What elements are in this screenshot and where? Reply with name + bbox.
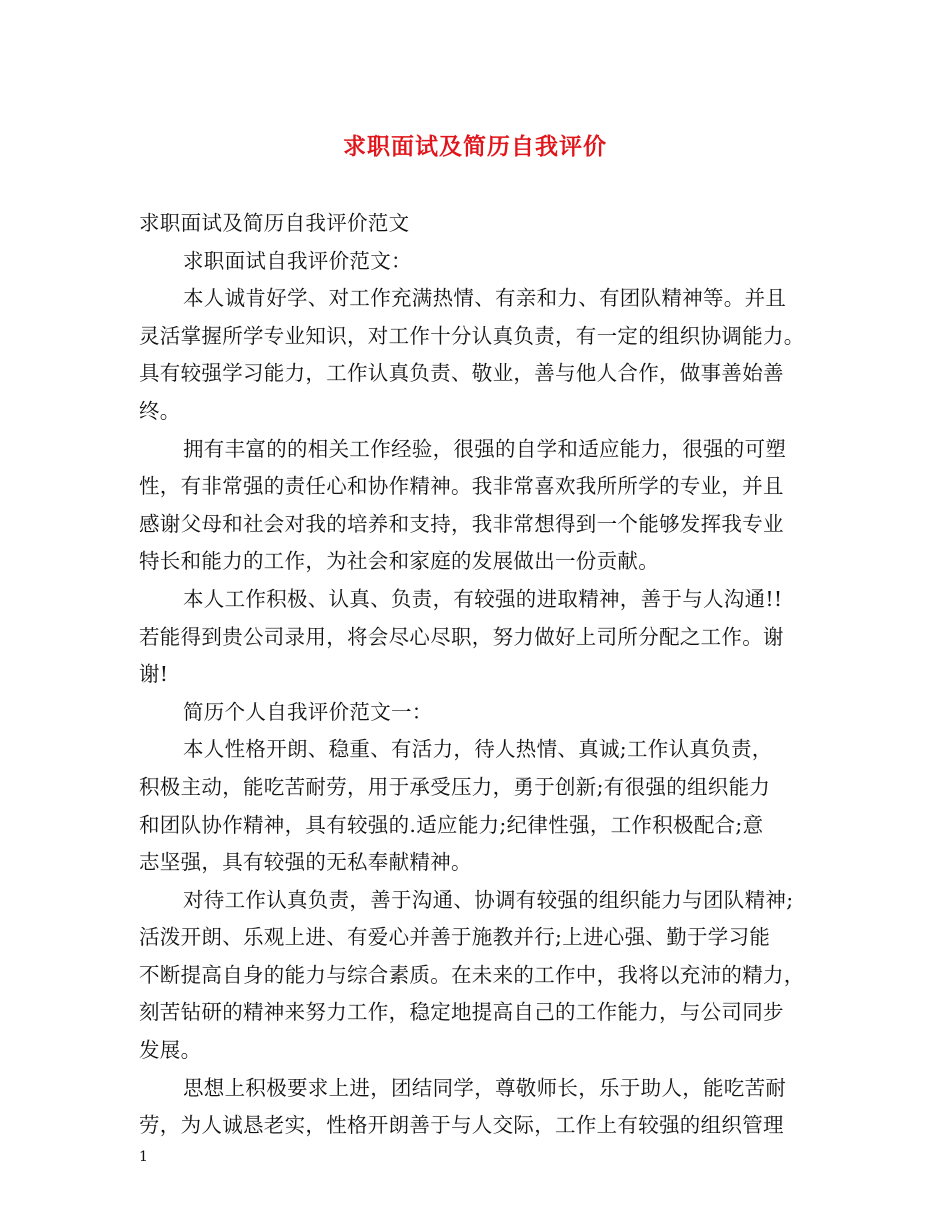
text-line: 拥有丰富的的相关工作经验，很强的自学和适应能力，很强的可塑 — [183, 436, 787, 461]
text-line: 本人工作积极、认真、负责，有较强的进取精神，善于与人沟通!! — [183, 586, 783, 611]
text-line: 刻苦钻研的精神来努力工作，稳定地提高自己的工作能力，与公司同步 — [139, 1000, 784, 1025]
text-line: 灵活掌握所学专业知识，对工作十分认真负责，有一定的组织协调能力。 — [139, 323, 805, 348]
text-line: 思想上积极要求上进，团结同学，尊敬师长，乐于助人，能吃苦耐 — [183, 1075, 787, 1100]
text-line: 不断提高自身的能力与综合素质。在未来的工作中，我将以充沛的精力， — [139, 962, 805, 987]
text-line: 求职面试及简历自我评价范文 — [139, 211, 410, 235]
text-line: 活泼开朗、乐观上进、有爱心并善于施教并行;上进心强、勤于学习能 — [139, 925, 771, 950]
text-line: 和团队协作精神，具有较强的.适应能力;纪律性强，工作积极配合;意 — [139, 812, 764, 837]
text-line: 若能得到贵公司录用，将会尽心尽职，努力做好上司所分配之工作。谢 — [139, 624, 784, 649]
document-title: 求职面试及简历自我评价 — [343, 134, 607, 160]
text-line: 特长和能力的工作，为社会和家庭的发展做出一份贡献。 — [139, 549, 659, 574]
text-line: 积极主动，能吃苦耐劳，用于承受压力，勇于创新;有很强的组织能力 — [139, 774, 771, 799]
text-line: 终。 — [139, 398, 181, 423]
document-body — [139, 205, 819, 1145]
text-line: 感谢父母和社会对我的培养和支持，我非常想得到一个能够发挥我专业 — [139, 511, 784, 536]
text-line: 求职面试自我评价范文： — [183, 248, 412, 273]
text-line: 简历个人自我评价范文一： — [183, 699, 433, 724]
text-line: 劳，为人诚恳老实，性格开朗善于与人交际，工作上有较强的组织管理 — [139, 1113, 784, 1138]
page-number: 1 — [139, 1149, 148, 1165]
text-line: 性，有非常强的责任心和协作精神。我非常喜欢我所所学的专业，并且 — [139, 474, 784, 499]
text-line: 志坚强，具有较强的无私奉献精神。 — [139, 850, 472, 875]
text-line: 发展。 — [139, 1038, 202, 1063]
text-line: 谢! — [139, 662, 169, 687]
text-line: 本人性格开朗、稳重、有活力，待人热情、真诚;工作认真负责， — [183, 737, 773, 762]
text-line: 本人诚肯好学、对工作充满热情、有亲和力、有团队精神等。并且 — [183, 286, 787, 311]
text-line: 具有较强学习能力，工作认真负责、敬业，善与他人合作，做事善始善 — [139, 361, 784, 386]
text-line: 对待工作认真负责，善于沟通、协调有较强的组织能力与团队精神; — [183, 887, 794, 912]
